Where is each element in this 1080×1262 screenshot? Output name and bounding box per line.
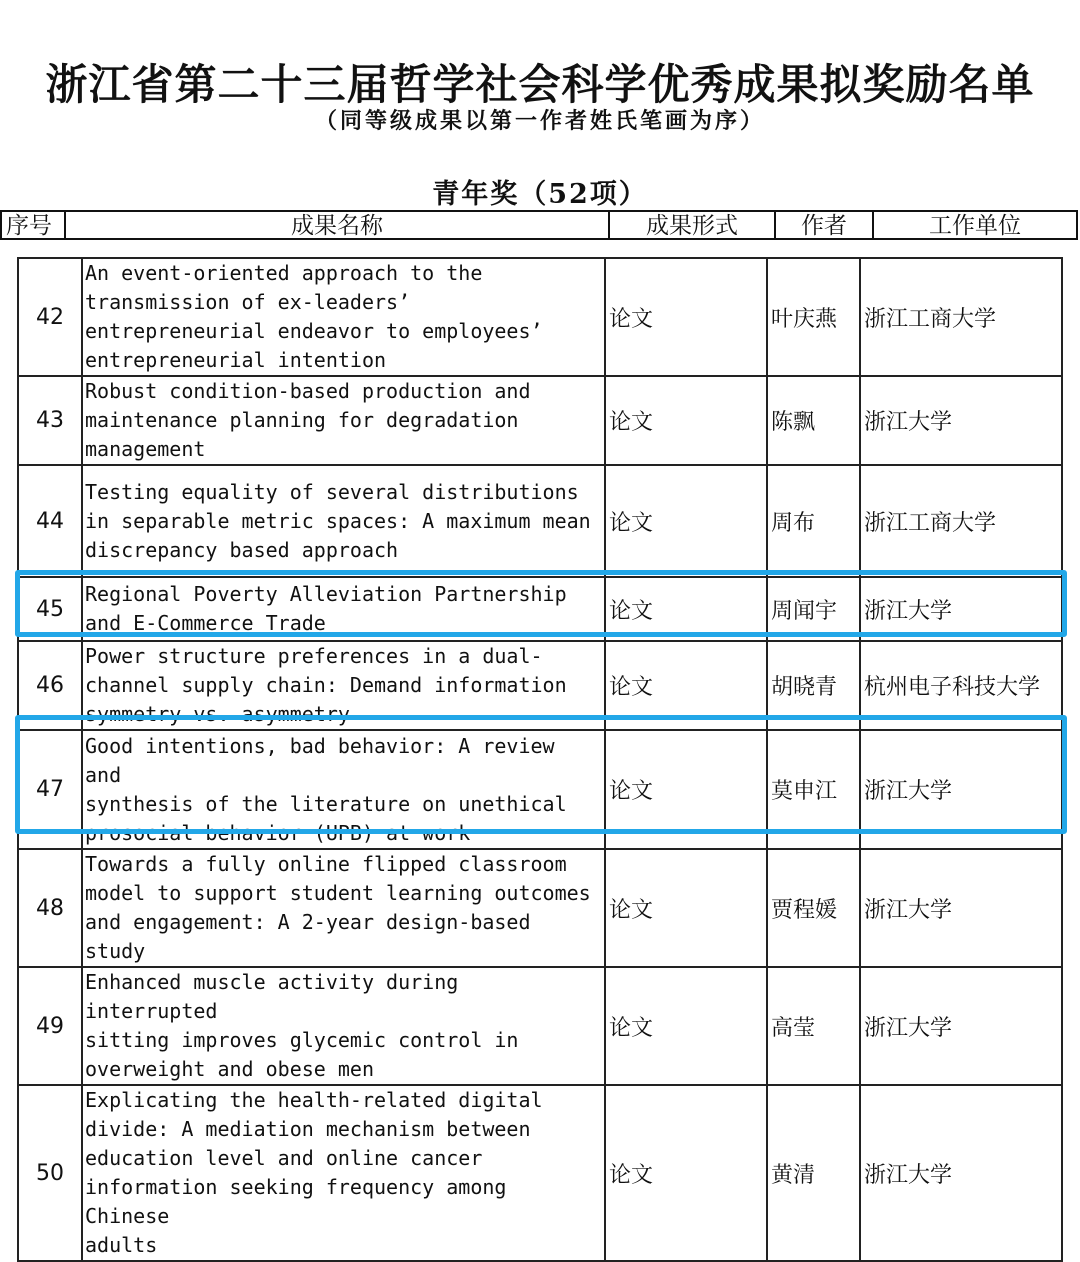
row-unit: 浙江大学 xyxy=(860,730,1062,849)
row-author: 黄清 xyxy=(767,1085,860,1261)
row-title-line: Enhanced muscle activity during interrupted xyxy=(85,970,459,1023)
row-seq: 46 xyxy=(18,641,82,730)
row-title-line: Good intentions, bad behavior: A review and xyxy=(85,733,555,787)
row-seq: 43 xyxy=(18,376,82,465)
row-title-line: management xyxy=(85,437,206,461)
row-title-line: channel supply chain: Demand information xyxy=(85,673,567,697)
row-seq: 48 xyxy=(18,849,82,967)
row-seq: 47 xyxy=(18,730,82,849)
table-row xyxy=(18,1085,1062,1261)
row-title-line: model to support student learning outcomes xyxy=(85,881,591,905)
row-title-line: and engagement: A 2-year design-based study xyxy=(85,910,531,963)
row-title-line: symmetry vs. asymmetry xyxy=(85,702,350,726)
results-table xyxy=(17,257,1063,1262)
header-unit: 工作单位 xyxy=(929,213,1021,239)
row-seq: 50 xyxy=(18,1085,82,1261)
header-author: 作者 xyxy=(776,212,874,238)
row-title-line: education level and online cancer xyxy=(85,1146,483,1170)
header-seq: 序号 xyxy=(2,212,66,238)
row-title xyxy=(82,967,605,1085)
row-seq: 44 xyxy=(18,465,82,577)
row-title-line: Robust condition-based production and xyxy=(85,379,531,403)
table-header xyxy=(0,210,1078,240)
row-title xyxy=(82,258,605,376)
row-title-line: maintenance planning for degradation xyxy=(85,408,519,432)
row-title-line: adults xyxy=(85,1233,158,1257)
row-title-line: sitting improves glycemic control in xyxy=(85,1028,519,1052)
row-author: 周布 xyxy=(767,465,860,577)
row-author: 陈飘 xyxy=(767,376,860,465)
row-author: 周闻宇 xyxy=(767,577,860,641)
row-author: 贾程媛 xyxy=(767,849,860,967)
table-row xyxy=(18,465,1062,577)
section-title: 青年奖（52项） xyxy=(432,179,648,210)
row-title-line: entrepreneurial intention xyxy=(85,348,387,372)
row-title-line: synthesis of the literature on unethical xyxy=(85,791,567,816)
document-subtitle: （同等级成果以第一作者姓氏笔画为序） xyxy=(314,109,765,134)
row-title-line: information seeking frequency among Chinese xyxy=(85,1175,507,1228)
row-title-line: overweight and obese men xyxy=(85,1057,374,1081)
table-row xyxy=(18,849,1062,967)
row-author: 莫申江 xyxy=(767,730,860,849)
header-form: 成果形式 xyxy=(610,212,776,238)
table-row xyxy=(18,641,1062,730)
row-title-line: divide: A mediation mechanism between xyxy=(85,1117,531,1141)
row-seq: 42 xyxy=(18,258,82,376)
row-title-line: Regional Poverty Alleviation Partnership xyxy=(85,582,567,606)
row-title-line: prosocial behavior (UPB) at work xyxy=(85,820,471,845)
row-author: 高莹 xyxy=(767,967,860,1085)
table-row xyxy=(18,967,1062,1085)
row-form: 论文 xyxy=(605,376,767,465)
row-title-line: discrepancy based approach xyxy=(85,537,399,562)
row-title-line: An event-oriented approach to the xyxy=(85,261,483,285)
table-row xyxy=(18,577,1062,641)
row-unit: 杭州电子科技大学 xyxy=(860,641,1062,730)
row-form: 论文 xyxy=(605,641,767,730)
row-title-line: in separable metric spaces: A maximum mean xyxy=(85,508,591,533)
row-form: 论文 xyxy=(605,1085,767,1261)
row-unit: 浙江大学 xyxy=(860,376,1062,465)
row-title-line: transmission of ex-leaders’ xyxy=(85,290,411,314)
table-row xyxy=(18,730,1062,849)
row-author: 胡晓青 xyxy=(767,641,860,730)
row-title xyxy=(82,577,605,641)
row-title-line: Testing equality of several distributions xyxy=(85,479,579,504)
row-form: 论文 xyxy=(605,258,767,376)
row-title-line: entrepreneurial endeavor to employees’ xyxy=(85,319,543,343)
row-title-line: Power structure preferences in a dual- xyxy=(85,644,543,668)
row-form: 论文 xyxy=(605,967,767,1085)
table-row xyxy=(18,258,1062,376)
row-unit: 浙江大学 xyxy=(860,1085,1062,1261)
row-title xyxy=(82,849,605,967)
row-unit: 浙江大学 xyxy=(860,577,1062,641)
row-form: 论文 xyxy=(605,577,767,641)
row-title-line: Explicating the health-related digital xyxy=(85,1088,543,1112)
row-form: 论文 xyxy=(605,730,767,849)
table-row xyxy=(18,376,1062,465)
row-form: 论文 xyxy=(605,465,767,577)
row-title xyxy=(82,376,605,465)
row-title xyxy=(82,641,605,730)
document-title: 浙江省第二十三届哲学社会科学优秀成果拟奖励名单 xyxy=(45,60,1035,109)
row-unit: 浙江大学 xyxy=(860,849,1062,967)
row-title-line: Towards a fully online flipped classroom xyxy=(85,852,567,876)
row-title xyxy=(82,1085,605,1261)
row-title xyxy=(82,730,605,849)
row-unit: 浙江工商大学 xyxy=(860,258,1062,376)
row-seq: 45 xyxy=(18,577,82,641)
row-form: 论文 xyxy=(605,849,767,967)
row-seq: 49 xyxy=(18,967,82,1085)
row-unit: 浙江工商大学 xyxy=(860,465,1062,577)
row-author: 叶庆燕 xyxy=(767,258,860,376)
row-unit: 浙江大学 xyxy=(860,967,1062,1085)
row-title-line: and E-Commerce Trade xyxy=(85,611,326,635)
header-name: 成果名称 xyxy=(66,212,610,238)
row-title xyxy=(82,465,605,577)
